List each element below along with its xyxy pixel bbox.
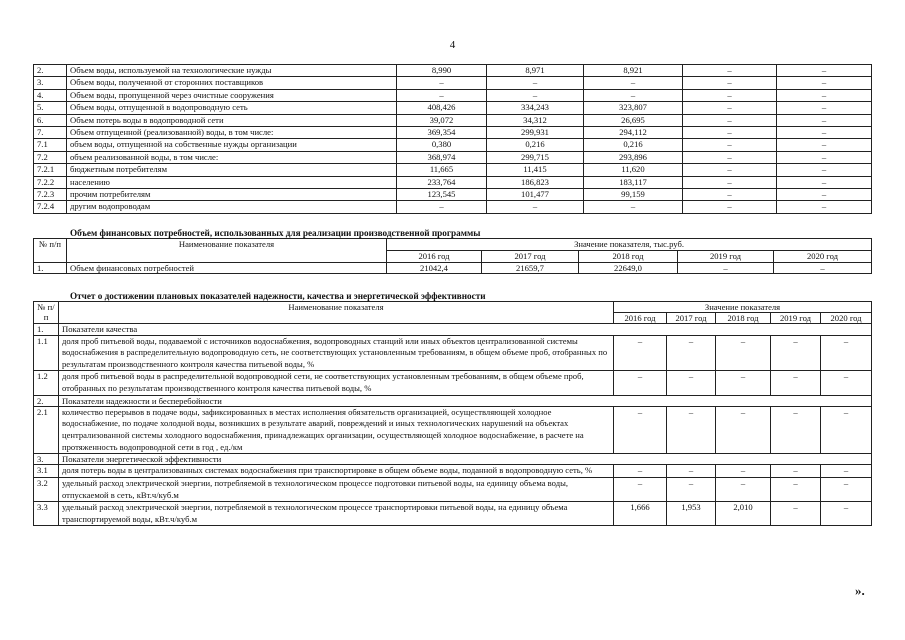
financial-needs-table xyxy=(33,238,872,274)
table-row xyxy=(34,114,872,126)
row-value: – xyxy=(667,406,716,453)
section-name: Показатели энергетической эффективности xyxy=(59,454,872,465)
row-value: 369,354 xyxy=(397,126,487,138)
table-row xyxy=(34,151,872,163)
row-value: – xyxy=(716,406,771,453)
row-name: доля потерь воды в централизованных системах водоснабжения при транспортировке в общем объеме воды, поданной в водопроводную сеть, % xyxy=(59,465,614,478)
row-value: 334,243 xyxy=(487,102,584,114)
row-value: – xyxy=(584,89,683,101)
row-value: – xyxy=(777,176,872,188)
row-value: – xyxy=(771,502,821,526)
header-name: Наименование показателя xyxy=(59,302,614,324)
row-name: доля проб питьевой воды в распределительной водопроводной сети, не соответствующих установленным требованиям, в общем объеме проб, отобранных по результатам производственного контроля качества питьевой воды, % xyxy=(59,371,614,395)
indicators-table xyxy=(33,301,872,526)
row-value: 368,974 xyxy=(397,151,487,163)
section-row xyxy=(34,324,872,335)
row-value: – xyxy=(777,188,872,200)
row-value: – xyxy=(614,477,667,501)
row-value: – xyxy=(683,102,777,114)
row-value: – xyxy=(716,477,771,501)
row-name: объем воды, отпущенной на собственные нужды организации xyxy=(67,139,397,151)
row-value: 0,216 xyxy=(584,139,683,151)
year-header: 2019 год xyxy=(771,313,821,324)
table-row xyxy=(34,335,872,371)
row-value: 183,117 xyxy=(584,176,683,188)
year-header: 2016 год xyxy=(614,313,667,324)
row-value: 34,312 xyxy=(487,114,584,126)
row-value: 21042,4 xyxy=(387,262,482,274)
row-number: 4. xyxy=(34,89,67,101)
row-value: 26,695 xyxy=(584,114,683,126)
row-value: 293,896 xyxy=(584,151,683,163)
row-name: Объем потерь воды в водопроводной сети xyxy=(67,114,397,126)
row-value: – xyxy=(683,139,777,151)
section-row xyxy=(34,395,872,406)
row-name: прочим потребителям xyxy=(67,188,397,200)
row-number: 2. xyxy=(34,65,67,77)
year-header: 2017 год xyxy=(667,313,716,324)
row-value: – xyxy=(487,201,584,213)
row-value: – xyxy=(683,164,777,176)
row-value: 123,545 xyxy=(397,188,487,200)
row-value: 21659,7 xyxy=(482,262,579,274)
row-value: 8,921 xyxy=(584,65,683,77)
row-number: 1. xyxy=(34,262,67,274)
water-volume-table xyxy=(33,64,872,214)
row-number: 3.1 xyxy=(34,465,59,478)
row-value: – xyxy=(397,77,487,89)
row-number: 7.2.3 xyxy=(34,188,67,200)
page-number: 4 xyxy=(449,39,456,51)
header-num: № п/п xyxy=(34,302,59,324)
row-value: – xyxy=(667,371,716,395)
row-value: – xyxy=(487,89,584,101)
header-value: Значение показателя xyxy=(614,302,872,313)
row-value: – xyxy=(771,371,821,395)
table-row xyxy=(34,262,872,274)
row-number: 5. xyxy=(34,102,67,114)
table-row xyxy=(34,201,872,213)
table-row xyxy=(34,139,872,151)
row-value: 323,807 xyxy=(584,102,683,114)
row-value: – xyxy=(777,164,872,176)
row-number: 7.2.4 xyxy=(34,201,67,213)
table-row xyxy=(34,406,872,453)
row-value: – xyxy=(777,201,872,213)
row-value: – xyxy=(777,139,872,151)
row-value: 8,971 xyxy=(487,65,584,77)
header-value: Значение показателя, тыс.руб. xyxy=(387,239,872,251)
row-value: – xyxy=(777,114,872,126)
row-value: – xyxy=(667,477,716,501)
row-value: – xyxy=(397,201,487,213)
year-header: 2018 год xyxy=(716,313,771,324)
row-number: 1.1 xyxy=(34,335,59,371)
row-value: 99,159 xyxy=(584,188,683,200)
table-row xyxy=(34,164,872,176)
row-value: – xyxy=(771,477,821,501)
row-value: – xyxy=(771,335,821,371)
row-number: 3.2 xyxy=(34,477,59,501)
table-row xyxy=(34,89,872,101)
row-value: 22649,0 xyxy=(579,262,678,274)
year-header: 2020 год xyxy=(774,250,872,262)
row-value: – xyxy=(716,465,771,478)
row-value: – xyxy=(683,126,777,138)
row-value: – xyxy=(683,65,777,77)
row-value: – xyxy=(777,89,872,101)
row-name: населению xyxy=(67,176,397,188)
section-row xyxy=(34,454,872,465)
year-header: 2017 год xyxy=(482,250,579,262)
table-row xyxy=(34,102,872,114)
row-value: 299,715 xyxy=(487,151,584,163)
row-value: – xyxy=(614,335,667,371)
row-name: другим водопроводам xyxy=(67,201,397,213)
row-number: 3. xyxy=(34,454,59,465)
row-value: – xyxy=(716,335,771,371)
row-value: – xyxy=(683,201,777,213)
row-value: 11,415 xyxy=(487,164,584,176)
row-value: 2,010 xyxy=(716,502,771,526)
row-value: – xyxy=(614,465,667,478)
row-name: объем реализованной воды, в том числе: xyxy=(67,151,397,163)
row-value: – xyxy=(614,406,667,453)
row-value: – xyxy=(774,262,872,274)
closing-quote-mark: ». xyxy=(855,583,865,598)
row-value: 294,112 xyxy=(584,126,683,138)
row-value: 11,620 xyxy=(584,164,683,176)
row-value: 8,990 xyxy=(397,65,487,77)
row-value: – xyxy=(683,77,777,89)
row-value: 408,426 xyxy=(397,102,487,114)
row-value: – xyxy=(397,89,487,101)
row-value: 186,823 xyxy=(487,176,584,188)
section-name: Показатели надежности и бесперебойности xyxy=(59,395,872,406)
row-name: Объем финансовых потребностей xyxy=(67,262,387,274)
section-name: Показатели качества xyxy=(59,324,872,335)
row-number: 7.2.1 xyxy=(34,164,67,176)
row-name: Объем воды, полученной от сторонних поставщиков xyxy=(67,77,397,89)
row-value: 299,931 xyxy=(487,126,584,138)
row-value: – xyxy=(771,406,821,453)
row-value: 0,380 xyxy=(397,139,487,151)
table-row xyxy=(34,65,872,77)
row-number: 1. xyxy=(34,324,59,335)
row-value: – xyxy=(683,176,777,188)
row-value: – xyxy=(821,335,872,371)
row-value: – xyxy=(683,114,777,126)
table-row xyxy=(34,502,872,526)
row-value: 39,072 xyxy=(397,114,487,126)
table-row xyxy=(34,188,872,200)
row-number: 7.1 xyxy=(34,139,67,151)
financial-needs-caption: Объем финансовых потребностей, использованных для реализации производственной программы xyxy=(70,228,481,238)
row-value: – xyxy=(667,335,716,371)
row-value: – xyxy=(584,201,683,213)
row-value: – xyxy=(821,406,872,453)
row-name: Объем воды, используемой на технологические нужды xyxy=(67,65,397,77)
row-value: – xyxy=(777,102,872,114)
indicators-caption: Отчет о достижении плановых показателей надежности, качества и энергетической эффективности xyxy=(70,291,486,301)
table-row xyxy=(34,77,872,89)
row-number: 6. xyxy=(34,114,67,126)
row-number: 3.3 xyxy=(34,502,59,526)
row-value: – xyxy=(487,77,584,89)
row-name: количество перерывов в подаче воды, зафиксированных в местах исполнения обязательств организацией, осуществляющей холодное водоснабжение, по подаче холодной воды, возникших в результате аварий, повреждений и иных технологических нарушений на объектах централизованной системы холодного водоснабжения, принадлежащих организации, осуществляющей холодное водоснабжение, в расчете на протяженность водопроводной сети в год , ед./км xyxy=(59,406,614,453)
row-number: 7. xyxy=(34,126,67,138)
row-number: 7.2 xyxy=(34,151,67,163)
row-name: Объем воды, пропущенной через очистные сооружения xyxy=(67,89,397,101)
row-value: 11,665 xyxy=(397,164,487,176)
row-value: 0,216 xyxy=(487,139,584,151)
row-value: – xyxy=(777,65,872,77)
row-value: – xyxy=(771,465,821,478)
row-name: доля проб питьевой воды, подаваемой с источников водоснабжения, водопроводных станций или иных объектов централизованной системы водоснабжения в распределительную водопроводную сеть, не соответствующих установленным требованиям, в общем объеме проб, отобранных по результатам производственного контроля качества питьевой воды, % xyxy=(59,335,614,371)
row-number: 2. xyxy=(34,395,59,406)
table-row xyxy=(34,126,872,138)
year-header: 2019 год xyxy=(678,250,774,262)
row-name: Объем отпущенной (реализованной) воды, в том числе: xyxy=(67,126,397,138)
row-value: – xyxy=(821,371,872,395)
year-header: 2018 год xyxy=(579,250,678,262)
row-value: 1,953 xyxy=(667,502,716,526)
year-header: 2020 год xyxy=(821,313,872,324)
row-name: бюджетным потребителям xyxy=(67,164,397,176)
row-number: 7.2.2 xyxy=(34,176,67,188)
row-value: – xyxy=(584,77,683,89)
row-number: 1.2 xyxy=(34,371,59,395)
row-name: Объем воды, отпущенной в водопроводную сеть xyxy=(67,102,397,114)
row-value: – xyxy=(777,77,872,89)
row-value: – xyxy=(716,371,771,395)
row-value: – xyxy=(678,262,774,274)
row-value: 101,477 xyxy=(487,188,584,200)
row-name: удельный расход электрической энергии, потребляемой в технологическом процессе транспортировки питьевой воды, на единицу объема транспортируемой воды, кВт.ч/куб.м xyxy=(59,502,614,526)
year-header: 2016 год xyxy=(387,250,482,262)
row-name: удельный расход электрической энергии, потребляемой в технологическом процессе подготовки питьевой воды, на единицу объема воды, отпускаемой в сеть, кВт.ч/куб.м xyxy=(59,477,614,501)
row-value: – xyxy=(683,188,777,200)
table-row xyxy=(34,176,872,188)
row-value: – xyxy=(683,151,777,163)
table-row xyxy=(34,477,872,501)
row-value: – xyxy=(821,502,872,526)
row-value: – xyxy=(821,465,872,478)
row-value: – xyxy=(667,465,716,478)
row-value: – xyxy=(777,151,872,163)
table-row xyxy=(34,465,872,478)
table-row xyxy=(34,371,872,395)
header-name: Наименование показателя xyxy=(67,239,387,263)
row-value: 233,764 xyxy=(397,176,487,188)
row-value: – xyxy=(683,89,777,101)
header-num: № п/п xyxy=(34,239,67,263)
row-value: – xyxy=(614,371,667,395)
row-number: 3. xyxy=(34,77,67,89)
row-value: – xyxy=(821,477,872,501)
row-value: – xyxy=(777,126,872,138)
row-number: 2.1 xyxy=(34,406,59,453)
row-value: 1,666 xyxy=(614,502,667,526)
